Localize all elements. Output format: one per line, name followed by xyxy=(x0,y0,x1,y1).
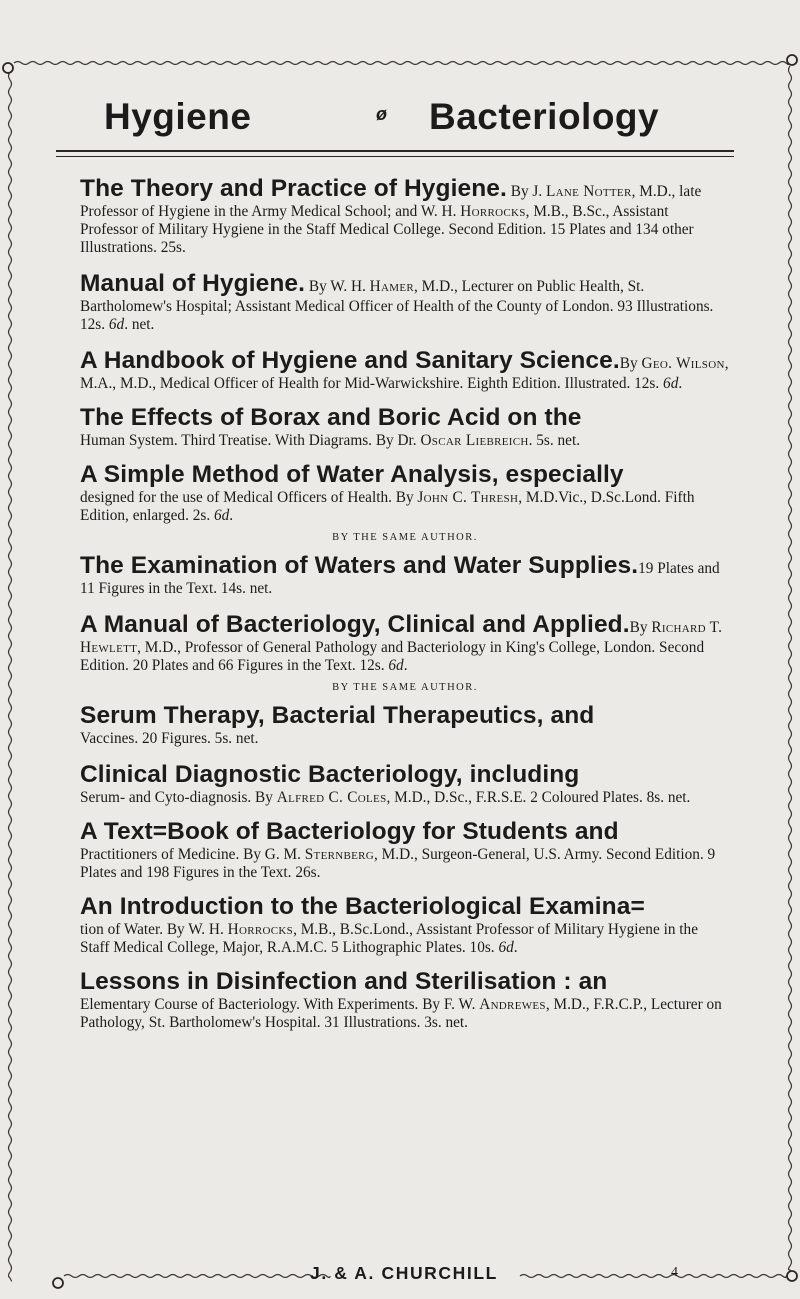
book-entry-text xyxy=(80,174,730,257)
header-ornament: ø xyxy=(376,104,387,124)
description-text: By W. H. xyxy=(305,278,370,295)
book-entry xyxy=(80,681,730,748)
book-description xyxy=(80,432,580,449)
description-text: , M.D., Professor of General Pathology and Bacteriology in King's College, London. Second Edition. 20 Plates and 66 Figures in the Text. 12s. xyxy=(80,639,705,674)
description-text: 6d xyxy=(663,375,679,392)
book-entry-text xyxy=(80,460,730,525)
author-name: Richard T. Hewlett xyxy=(80,619,723,656)
corner-ring-bottom-right xyxy=(787,1271,797,1281)
description-text: 6d xyxy=(498,939,514,956)
corner-ring-top-right xyxy=(787,55,797,65)
book-entry xyxy=(80,817,730,882)
description-text: . xyxy=(678,375,683,392)
page-number: 4 xyxy=(671,1265,678,1280)
author-name: Alfred C. Coles xyxy=(276,789,387,806)
publisher-name: J. & A. CHURCHILL xyxy=(310,1263,498,1283)
author-name: Lane Notter xyxy=(546,183,632,200)
description-text: Practitioners of Medicine. By G. M. xyxy=(80,846,305,863)
book-description xyxy=(80,846,715,881)
author-name: Hamer xyxy=(369,278,414,295)
description-text: Vaccines. 20 Figures. 5s. net. xyxy=(80,730,259,747)
book-title: The Examination of Waters and Water Supplies. xyxy=(80,552,639,579)
header-rule-thick xyxy=(56,150,734,152)
description-text: , M.A., M.D., Medical Officer of Health for Mid-Warwickshire. Eighth Edition. Illustrated. 12s. xyxy=(80,355,729,392)
description-text: Serum- and Cyto-diagnosis. By xyxy=(80,789,277,806)
description-text: , M.D., Lecturer on Public Health, St. Bartholomew's Hospital; Assistant Medical Officer of Health of the County of London. 93 Illustrations. 12s. xyxy=(80,278,714,333)
book-title: Serum Therapy, Bacterial Therapeutics, and xyxy=(80,702,595,729)
description-text: 19 Plates and 11 Figures in the Text. 14s. net. xyxy=(80,560,720,597)
book-entry-text xyxy=(80,760,730,807)
description-text: 6d xyxy=(213,507,230,524)
description-text: , M.D., F.R.C.P., Lecturer on Pathology, St. Bartholomew's Hospital. 31 Illustrations. 3s. net. xyxy=(80,996,722,1031)
description-text: , M.D., late Professor of Hygiene in the Army Medical School; and W. H. xyxy=(80,183,702,220)
wavy-border-top xyxy=(14,62,788,65)
description-text: . net. xyxy=(124,316,155,333)
book-entry xyxy=(80,531,730,598)
description-text: . 5s. net. xyxy=(528,432,581,449)
book-entry-text xyxy=(80,551,730,598)
book-list xyxy=(80,164,730,1032)
book-entry xyxy=(80,460,730,525)
book-description xyxy=(80,921,698,956)
header-rule-thin xyxy=(56,156,734,157)
author-name: Sternberg xyxy=(304,846,375,863)
author-name: Horrocks xyxy=(460,203,526,220)
author-name: Andrewes xyxy=(479,996,546,1013)
book-entry xyxy=(80,610,730,675)
description-text: . xyxy=(403,657,408,674)
description-text: By xyxy=(619,355,642,372)
book-title: Lessons in Disinfection and Sterilisation : an xyxy=(80,968,608,995)
description-text: , M.D., D.Sc., F.R.S.E. 2 Coloured Plates. 8s. net. xyxy=(386,789,691,806)
description-text: . xyxy=(513,939,518,956)
book-entry-text xyxy=(80,701,730,748)
book-description xyxy=(80,996,722,1031)
author-name: Horrocks xyxy=(227,921,294,938)
corner-ring-top-left xyxy=(3,63,13,73)
book-title: The Theory and Practice of Hygiene. xyxy=(80,175,507,202)
book-title: Manual of Hygiene. xyxy=(80,270,306,297)
book-description xyxy=(80,730,258,747)
header-title-hygiene: Hygiene xyxy=(104,96,252,137)
book-title: A Manual of Bacteriology, Clinical and Applied. xyxy=(80,611,630,638)
book-entry-text xyxy=(80,610,730,675)
book-title: A Simple Method of Water Analysis, especially xyxy=(80,461,624,488)
book-title: Clinical Diagnostic Bacteriology, including xyxy=(80,761,580,788)
same-author-note: BY THE SAME AUTHOR. xyxy=(332,532,478,543)
description-text: Elementary Course of Bacteriology. With Experiments. By F. W. xyxy=(80,996,480,1013)
wavy-border-right xyxy=(789,66,792,1274)
description-text: , M.D., Surgeon-General, U.S. Army. Second Edition. 9 Plates and 198 Figures in the Text. 26s. xyxy=(80,846,716,881)
book-entry xyxy=(80,967,730,1032)
description-text: , M.B., B.Sc.Lond., Assistant Professor of Military Hygiene in the Staff Medical College, Major, R.A.M.C. 5 Lithographic Plates. 10s. xyxy=(80,921,698,956)
author-name: John C. Thresh xyxy=(417,489,519,506)
book-entry xyxy=(80,269,730,334)
description-text: designed for the use of Medical Officers of Health. By xyxy=(80,489,418,506)
book-title: A Text=Book of Bacteriology for Students and xyxy=(80,818,619,845)
book-entry-text xyxy=(80,269,730,334)
book-title: An Introduction to the Bacteriological Examina= xyxy=(80,893,645,920)
description-text: . xyxy=(229,507,234,524)
book-entry xyxy=(80,403,730,450)
book-entry xyxy=(80,892,730,957)
book-entry xyxy=(80,174,730,257)
wavy-border-left xyxy=(9,72,12,1281)
description-text: , M.B., B.Sc., Assistant Professor of Military Hygiene in the Staff Medical College. Second Edition. 15 Plates and 134 other Illustrations. 25s. xyxy=(80,203,694,256)
book-description xyxy=(80,489,694,524)
description-text: , M.D.Vic., D.Sc.Lond. Fifth Edition, enlarged. 2s. xyxy=(80,489,695,524)
book-entry xyxy=(80,760,730,807)
same-author-note: BY THE SAME AUTHOR. xyxy=(332,682,478,693)
book-title: A Handbook of Hygiene and Sanitary Science. xyxy=(80,347,620,374)
description-text: 6d xyxy=(388,657,404,674)
author-name: Geo. Wilson xyxy=(641,355,725,372)
header-title-bacteriology: Bacteriology xyxy=(429,96,660,137)
book-entry-text xyxy=(80,892,730,957)
description-text: Human System. Third Treatise. With Diagrams. By Dr. xyxy=(80,432,421,449)
page-header xyxy=(60,96,760,156)
book-title: The Effects of Borax and Boric Acid on the xyxy=(80,404,582,431)
book-entry-text xyxy=(80,346,730,393)
book-entry-text xyxy=(80,403,730,450)
description-text: By xyxy=(629,619,652,636)
description-text: By J. xyxy=(506,183,547,200)
page-footer xyxy=(60,1263,760,1287)
book-description xyxy=(80,789,690,806)
description-text: tion of Water. By W. H. xyxy=(80,921,228,938)
book-entry-text xyxy=(80,967,730,1032)
book-entry xyxy=(80,346,730,393)
description-text: 6d xyxy=(108,316,125,333)
author-name: Oscar Liebreich xyxy=(420,432,529,449)
book-entry-text xyxy=(80,817,730,882)
